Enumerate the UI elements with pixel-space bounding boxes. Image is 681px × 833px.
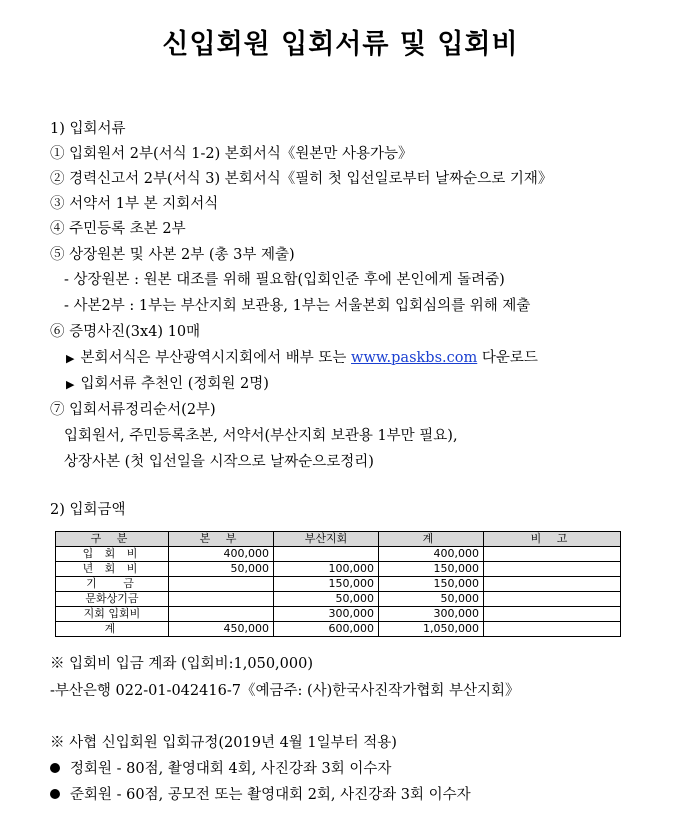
doc-item-3: ③ 서약서 1부 본 지회서식 [50,196,219,212]
bullet-icon [50,789,60,799]
rule-associate-member [50,785,471,805]
fee-hq-cell [169,607,274,622]
fee-table-header-row [56,532,621,547]
fee-header-remarks: 비 고 [484,532,621,547]
doc-item-5-sub-1: - 상장원본 : 원본 대조를 위해 필요함(입회인준 후에 본인에게 돌려줌) [64,272,505,288]
fee-hq-cell [169,592,274,607]
table-row [56,622,621,637]
fee-header-total: 계 [379,532,484,547]
fee-hq-cell [169,577,274,592]
fee-category-cell: 기 금 [56,577,169,592]
form-distribution-text: 본회서식은 부산광역시지회에서 배부 또는 [80,350,352,366]
doc-item-6-sub-1 [66,348,538,369]
fee-remarks-cell [484,622,621,637]
website-link[interactable]: www.paskbs.com [351,350,478,366]
account-note: ※ 입회비 입금 계좌 (입회비:1,050,000) [50,656,314,672]
fee-category-cell: 지회 입회비 [56,607,169,622]
fee-hq-cell: 400,000 [169,547,274,562]
fee-total-cell: 400,000 [379,547,484,562]
fee-remarks-cell [484,562,621,577]
recommender-text: 입회서류 추천인 (정회원 2명) [80,376,269,392]
doc-item-6-sub-2 [66,374,269,395]
fee-remarks-cell [484,592,621,607]
triangle-bullet-icon: ▶ [66,352,75,365]
fee-category-cell: 년 회 비 [56,562,169,577]
fee-category-cell: 문화상기금 [56,592,169,607]
fee-branch-cell: 300,000 [274,607,379,622]
page-title: 신입회원 입회서류 및 입회비 [162,29,519,60]
section1-heading: 1) 입회서류 [50,121,126,137]
fee-header-category: 구 분 [56,532,169,547]
doc-item-5-sub-2: - 사본2부 : 1부는 부산지회 보관용, 1부는 서울본회 입회심의를 위해 제출 [64,298,531,314]
fee-category-cell: 계 [56,622,169,637]
fee-branch-cell: 150,000 [274,577,379,592]
doc-item-7-line-2: 상장사본 (첫 입선일을 시작으로 날짜순으로정리) [64,454,374,470]
doc-item-6: ⑥ 증명사진(3x4) 10매 [50,324,201,340]
fee-branch-cell: 600,000 [274,622,379,637]
fee-remarks-cell [484,607,621,622]
doc-item-5: ⑤ 상장원본 및 사본 2부 (총 3부 제출) [50,247,295,263]
doc-item-7: ⑦ 입회서류정리순서(2부) [50,402,216,418]
doc-item-1: ① 입회원서 2부(서식 1-2) 본회서식《원본만 사용가능》 [50,146,413,162]
triangle-bullet-icon: ▶ [66,378,75,391]
fee-table [55,531,621,637]
fee-remarks-cell [484,577,621,592]
rules-heading: ※ 사협 신입회원 입회규정(2019년 4월 1일부터 적용) [50,735,397,751]
fee-header-busan-branch: 부산지회 [274,532,379,547]
bank-account: -부산은행 022-01-042416-7《예금주: (사)한국사진작가협회 부산지회》 [50,683,520,699]
fee-branch-cell: 100,000 [274,562,379,577]
fee-total-cell: 150,000 [379,562,484,577]
doc-item-7-line-1: 입회원서, 주민등록초본, 서약서(부산지회 보관용 1부만 필요), [64,428,458,444]
fee-total-cell: 1,050,000 [379,622,484,637]
rule-regular-text: 정회원 - 80점, 촬영대회 4회, 사진강좌 3회 이수자 [70,761,392,777]
fee-header-headquarters: 본 부 [169,532,274,547]
rule-regular-member [50,759,391,779]
fee-total-cell: 50,000 [379,592,484,607]
fee-hq-cell: 450,000 [169,622,274,637]
table-row [56,577,621,592]
table-row [56,547,621,562]
doc-item-2: ② 경력신고서 2부(서식 3) 본회서식《필히 첫 입선일로부터 날짜순으로 기재》 [50,171,553,187]
table-row [56,592,621,607]
rule-associate-text: 준회원 - 60점, 공모전 또는 촬영대회 2회, 사진강좌 3회 이수자 [70,787,471,803]
download-text: 다운로드 [477,350,538,366]
fee-total-cell: 300,000 [379,607,484,622]
fee-branch-cell [274,547,379,562]
table-row [56,607,621,622]
bullet-icon [50,763,60,773]
section2-heading: 2) 입회금액 [50,502,126,518]
fee-category-cell: 입 회 비 [56,547,169,562]
fee-total-cell: 150,000 [379,577,484,592]
fee-remarks-cell [484,547,621,562]
doc-item-4: ④ 주민등록 초본 2부 [50,221,186,237]
fee-hq-cell: 50,000 [169,562,274,577]
table-row [56,562,621,577]
fee-branch-cell: 50,000 [274,592,379,607]
